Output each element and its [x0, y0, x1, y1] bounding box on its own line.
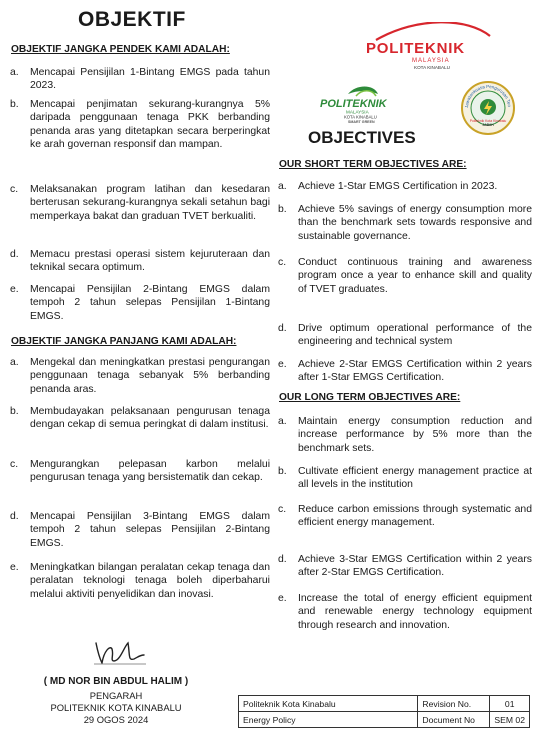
malay-long-term-header: OBJEKTIF JANGKA PANJANG KAMI ADALAH: [11, 336, 237, 347]
energy-committee-seal-logo [460, 80, 516, 136]
table-cell: Politeknik Kota Kinabalu [239, 696, 418, 712]
table-cell: Energy Policy [239, 712, 418, 728]
list-item: d. Achieve 3-Star EMGS Certification within 2 years after 2-Star EMGS Certification. [278, 554, 532, 579]
document-info-table [238, 695, 530, 728]
list-item: c. Reduce carbon emissions through systematic and efficient energy management. [278, 504, 532, 529]
table-cell: SEM 02 [490, 712, 530, 728]
table-row [239, 712, 530, 728]
svg-text:KOTA KINABALU: KOTA KINABALU [414, 65, 450, 70]
svg-text:POLITEKNIK: POLITEKNIK [320, 98, 387, 110]
list-item: e. Mencapai Pensijilan 2-Bintang EMGS dalam tempoh 2 tahun selepas Pensijilan 1-Bintang EMGS. [10, 284, 270, 322]
svg-text:Politeknik Kota Kinabalu: Politeknik Kota Kinabalu [469, 119, 507, 123]
politeknik-malaysia-logo [358, 22, 498, 72]
malay-short-term-header: OBJEKTIF JANGKA PENDEK KAMI ADALAH: [11, 44, 230, 55]
malay-title: OBJEKTIF [78, 8, 186, 31]
list-item: a. Mencapai Pensijilan 1-Bintang EMGS pada tahun 2023. [10, 67, 270, 92]
list-item: b. Membudayakan pelaksanaan pengurusan tenaga dengan cekap di semua peringkat di dalam institusi. [10, 406, 270, 431]
signatory-organization: POLITEKNIK KOTA KINABALU [50, 702, 182, 713]
english-title: OBJECTIVES [308, 128, 416, 147]
list-item: d. Mencapai Pensijilan 3-Bintang EMGS dalam tempoh 2 tahun selepas Pensijilan 2-Bintang EMGS. [10, 511, 270, 549]
list-item: b. Cultivate efficient energy management practice at all levels in the institution [278, 466, 532, 491]
list-item: e. Increase the total of energy efficient equipment and renewable energy technology equipment through research and innovation. [278, 593, 532, 631]
politeknik-smart-green-logo [316, 86, 412, 124]
english-long-term-header: OUR LONG TERM OBJECTIVES ARE: [279, 392, 461, 403]
table-cell: Revision No. [418, 696, 490, 712]
list-item: e. Meningkatkan bilangan peralatan cekap tenaga dan peralatan teknologi tenaga boleh diperbaharui melalui aktiviti penyelidikan dan inovasi. [10, 562, 270, 600]
list-item: c. Conduct continuous training and awareness program once a year to enhance skill and quality of TVET graduates. [278, 257, 532, 295]
list-item: a. Maintain energy consumption reduction and increase performance by 5% more than the benchmark sets. [278, 416, 532, 454]
svg-text:KOTA KINABALU: KOTA KINABALU [344, 114, 377, 120]
list-item: c. Melaksanakan program latihan dan kesedaran berterusan sekurang-kurangnya sekali setahun bagi memperkaya bakat dan graduan TVET berkualiti. [10, 184, 270, 222]
table-row [239, 696, 530, 712]
list-item: e. Achieve 2-Star EMGS Certification within 2 years after 1-Star EMGS Certification. [278, 359, 532, 384]
signatory-name: ( MD NOR BIN ABDUL HALIM ) [43, 676, 189, 687]
svg-text:MALAYSIA: MALAYSIA [412, 58, 450, 64]
list-item: d. Memacu prestasi operasi sistem kejuruteraan dan teknikal secara optimum. [10, 249, 270, 274]
svg-text:POLITEKNIK: POLITEKNIK [366, 40, 465, 57]
signatory-role: PENGARAH [89, 690, 143, 701]
table-cell: 01 [490, 696, 530, 712]
svg-text:MALAYSIA: MALAYSIA [346, 109, 369, 115]
list-item: a. Achieve 1-Star EMGS Certification in 2023. [278, 181, 498, 192]
signature-date: 29 OGOS 2024 [83, 714, 149, 725]
table-cell: Document No [418, 712, 490, 728]
english-short-term-header: OUR SHORT TERM OBJECTIVES ARE: [279, 159, 467, 170]
svg-text:SMART GREEN: SMART GREEN [348, 120, 375, 124]
signature-graphic [90, 633, 150, 667]
list-item: d. Drive optimum operational performance of the engineering and technical system [278, 323, 532, 348]
list-item: b. Mencapai penjimatan sekurang-kurangnya 5% daripada penggunaan tenaga PKK berbanding penanda aras yang ditetapkan secara berperingkat ke arah governan responsif dan mampan. [10, 99, 270, 150]
list-item: b. Achieve 5% savings of energy consumption more than the benchmark sets towards responsive and sustainable governance. [278, 204, 532, 242]
svg-text:Jawatankuasa Pengurusan Tenaga: Jawatankuasa Pengurusan Ten [463, 83, 512, 109]
svg-text:SABAH: SABAH [482, 123, 494, 127]
list-item: a. Mengekal dan meningkatkan prestasi pengurangan penggunaan tenaga sebanyak 5% berbanding penanda aras. [10, 357, 270, 395]
list-item: c. Mengurangkan pelepasan karbon melalui pengurusan tenaga yang bersistematik dan cekap. [10, 459, 270, 484]
